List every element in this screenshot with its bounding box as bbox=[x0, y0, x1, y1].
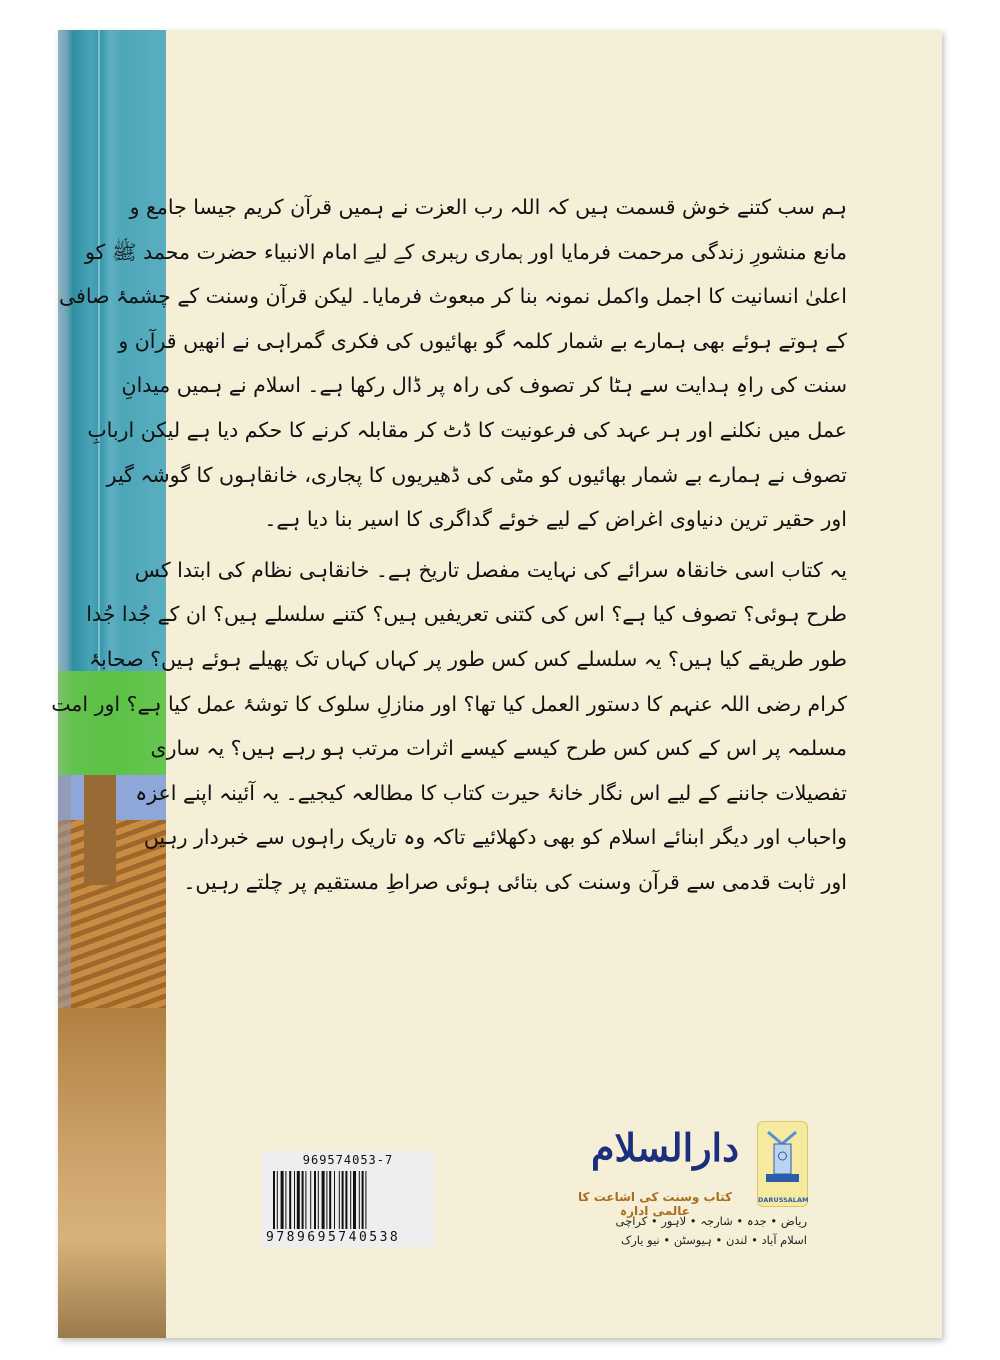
blurb-text bbox=[51, 185, 847, 905]
barcode-bar bbox=[297, 1171, 300, 1229]
blurb-line: اور حقیر ترین دنیاوی اغراض کے لیے خوئے گداگری کا اسیر بنا دیا ہے۔ bbox=[264, 507, 847, 532]
cities-line-1: ریاض • جدہ • شارجہ • لاہور • کراچی bbox=[615, 1214, 807, 1228]
wall-shape bbox=[58, 1008, 166, 1338]
blurb-line: کرام رضی اللہ عنہم کا دستور العمل کیا تھا؟ اور منازلِ سلوک کا توشۂ عمل کیا ہے؟ اور امت bbox=[51, 691, 847, 716]
barcode-bar bbox=[365, 1171, 366, 1229]
barcode-bar bbox=[285, 1171, 286, 1229]
blurb-line: اعلیٰ انسانیت کا اجمل واکمل نمونہ بنا کر مبعوث فرمایا۔ لیکن قرآن وسنت کے چشمۂ صافی bbox=[58, 284, 847, 309]
barcode-bar bbox=[314, 1171, 316, 1229]
blurb-line: طرح ہوئی؟ تصوف کیا ہے؟ اس کی کتنی تعریفیں ہیں؟ کتنے سلسلے ہیں؟ ان کے جُدا جُدا bbox=[86, 602, 847, 627]
blurb-paragraph-2 bbox=[51, 548, 847, 905]
barcode-bar bbox=[353, 1171, 356, 1229]
blurb-line: مانع منشورِ زندگی مرحمت فرمایا اور ہماری رہبری کے لیے امام الانبیاء حضرت محمد ﷺ کو bbox=[84, 239, 847, 264]
barcode-bar bbox=[294, 1171, 295, 1229]
barcode-bar bbox=[339, 1171, 340, 1229]
barcode-bar bbox=[362, 1171, 364, 1229]
publisher-tagline: کتاب وسنت کی اشاعت کا عالمی ادارہ bbox=[578, 1190, 732, 1218]
blurb-line: کے ہوتے ہوئے بھی ہمارے بے شمار کلمہ گو بھائیوں کی فکری گمراہی نے انھیں قرآن و bbox=[118, 328, 847, 353]
isbn-13: 9789695740538 bbox=[266, 1230, 401, 1245]
barcode-bar bbox=[326, 1171, 327, 1229]
blurb-line: عمل میں نکلنے اور ہر عہد کی فرعونیت کا ڈٹ کر مقابلہ کرنے کا حکم دیا ہے لیکن اربابِ bbox=[87, 417, 847, 442]
barcode-bar bbox=[329, 1171, 331, 1229]
barcode-bar bbox=[350, 1171, 351, 1229]
barcode-bar bbox=[342, 1171, 344, 1229]
blurb-line: مسلمہ پر اس کے کس کس طرح کیسے کیسے اثرات مرتب ہو رہے ہیں؟ یہ ساری bbox=[150, 736, 847, 761]
barcode-bar bbox=[281, 1171, 284, 1229]
barcode-bar bbox=[359, 1171, 360, 1229]
blurb-line: طور طریقے کیا ہیں؟ یہ سلسلے کس کس طور پر کہاں کہاں تک پھیلے ہوئے ہیں؟ صحابۂ bbox=[89, 646, 847, 671]
blurb-line: سنت کی راہِ ہدایت سے ہٹا کر تصوف کی راہ پر ڈال رکھا ہے۔ اسلام نے ہمیں میدانِ bbox=[121, 373, 847, 398]
barcode-bar bbox=[289, 1171, 291, 1229]
quran-book-icon bbox=[758, 1122, 807, 1192]
barcode-bar bbox=[305, 1171, 306, 1229]
blurb-paragraph-1 bbox=[58, 185, 847, 542]
isbn-10: 969574053-7 bbox=[302, 1153, 394, 1167]
barcode-bar bbox=[302, 1171, 304, 1229]
barcode-bar bbox=[318, 1171, 319, 1229]
cities-line-2: اسلام آباد • لندن • ہیوسٹن • نیو یارک bbox=[620, 1233, 807, 1247]
isbn-barcode bbox=[262, 1151, 434, 1247]
barcode-bar bbox=[310, 1171, 311, 1229]
blurb-line: تصوف نے ہمارے بے شمار بھائیوں کو مٹی کی ڈھیریوں کا پجاری، خانقاہوں کا گوشہ گیر bbox=[106, 462, 847, 487]
barcode-bars bbox=[273, 1171, 425, 1229]
barcode-bar bbox=[277, 1171, 278, 1229]
blurb-line: واحباب اور دیگر ابنائے اسلام کو بھی دکھلائیے تاکہ وہ تاریک راہوں سے خبردار رہیں bbox=[143, 825, 847, 850]
blurb-line: تفصیلات جاننے کے لیے اس نگار خانۂ حیرت کتاب کا مطالعہ کیجیے۔ یہ آئینہ اپنے اعزہ bbox=[135, 780, 847, 805]
publisher-name: دارالسلام bbox=[590, 1125, 740, 1170]
blurb-line: یہ کتاب اسی خانقاہ سرائے کی نہایت مفصل تاریخ ہے۔ خانقاہی نظام کی ابتدا کس bbox=[134, 557, 847, 582]
barcode-bar bbox=[273, 1171, 275, 1229]
barcode-bar bbox=[334, 1171, 335, 1229]
publisher-emblem bbox=[757, 1121, 808, 1207]
blurb-line: اور ثابت قدمی سے قرآن وسنت کی بتائی ہوئی صراطِ مستقیم پر چلتے رہیں۔ bbox=[183, 869, 847, 894]
barcode-bar bbox=[322, 1171, 325, 1229]
blurb-line: ہم سب کتنے خوش قسمت ہیں کہ اللہ رب العزت نے ہمیں قرآن کریم جیسا جامع و bbox=[129, 195, 847, 219]
emblem-label: DARUSSALAM bbox=[758, 1196, 809, 1204]
minaret-shape bbox=[84, 775, 116, 885]
barcode-bar bbox=[345, 1171, 347, 1229]
publisher-cities bbox=[570, 1212, 807, 1250]
